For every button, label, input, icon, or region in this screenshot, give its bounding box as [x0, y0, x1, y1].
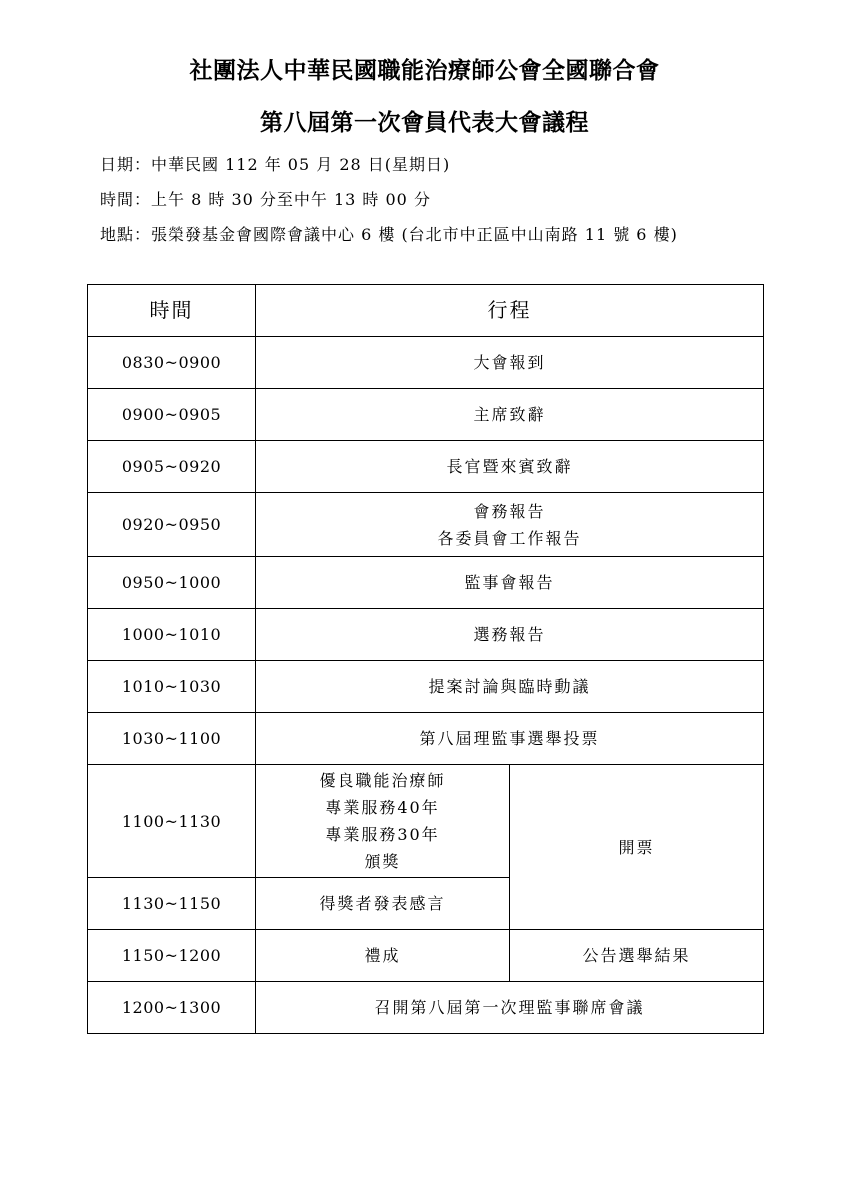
row-time: 0905~0920 [88, 441, 256, 493]
table-row [88, 557, 764, 609]
organization-title: 社團法人中華民國職能治療師公會全國聯合會 [189, 58, 660, 84]
table-row [88, 661, 764, 713]
row-time: 0900~0905 [88, 389, 256, 441]
row-item: 監事會報告 [256, 557, 764, 609]
row-time: 1010~1030 [88, 661, 256, 713]
header-schedule: 行程 [256, 285, 764, 337]
meeting-title: 第八屆第一次會員代表大會議程 [260, 110, 589, 136]
row-item: 大會報到 [256, 337, 764, 389]
row-item-line: 專業服務40年 [325, 798, 440, 817]
row-right-item: 公告選舉結果 [510, 930, 764, 982]
row-item: 主席致辭 [256, 389, 764, 441]
row-time: 1200~1300 [88, 982, 256, 1034]
row-item: 選務報告 [256, 609, 764, 661]
table-row [88, 441, 764, 493]
row-item [256, 493, 764, 557]
header-time: 時間 [88, 285, 256, 337]
row-item: 得獎者發表感言 [256, 878, 510, 930]
row-item-line: 專業服務30年 [325, 825, 440, 844]
location-line: 地點：張榮發基金會國際會議中心 6 樓 (台北市中正區中山南路 11 號 6 樓) [100, 225, 678, 244]
table-row [88, 713, 764, 765]
row-item: 提案討論與臨時動議 [256, 661, 764, 713]
row-time: 0950~1000 [88, 557, 256, 609]
row-item-line: 各委員會工作報告 [437, 528, 582, 548]
row-item-line: 優良職能治療師 [319, 771, 446, 790]
row-item: 禮成 [256, 930, 510, 982]
table-row [88, 337, 764, 389]
table-row [88, 930, 764, 982]
row-time: 1100~1130 [88, 765, 256, 878]
row-item [256, 765, 510, 878]
row-item-line: 會務報告 [473, 501, 546, 521]
row-item: 長官暨來賓致辭 [256, 441, 764, 493]
row-time: 0830~0900 [88, 337, 256, 389]
time-line: 時間：上午 8 時 30 分至中午 13 時 00 分 [100, 190, 431, 209]
row-time: 1000~1010 [88, 609, 256, 661]
agenda-table [87, 284, 764, 1034]
row-item: 召開第八屆第一次理監事聯席會議 [256, 982, 764, 1034]
table-header-row [88, 285, 764, 337]
date-line: 日期：中華民國 112 年 05 月 28 日(星期日) [100, 155, 451, 174]
table-row [88, 609, 764, 661]
table-row [88, 493, 764, 557]
table-row [88, 982, 764, 1034]
row-time: 1030~1100 [88, 713, 256, 765]
row-right-item: 開票 [510, 765, 764, 930]
row-time: 0920~0950 [88, 493, 256, 557]
table-row [88, 765, 764, 878]
row-time: 1130~1150 [88, 878, 256, 930]
table-row [88, 389, 764, 441]
row-time: 1150~1200 [88, 930, 256, 982]
row-item-line: 頒獎 [364, 852, 401, 871]
row-item: 第八屆理監事選舉投票 [256, 713, 764, 765]
